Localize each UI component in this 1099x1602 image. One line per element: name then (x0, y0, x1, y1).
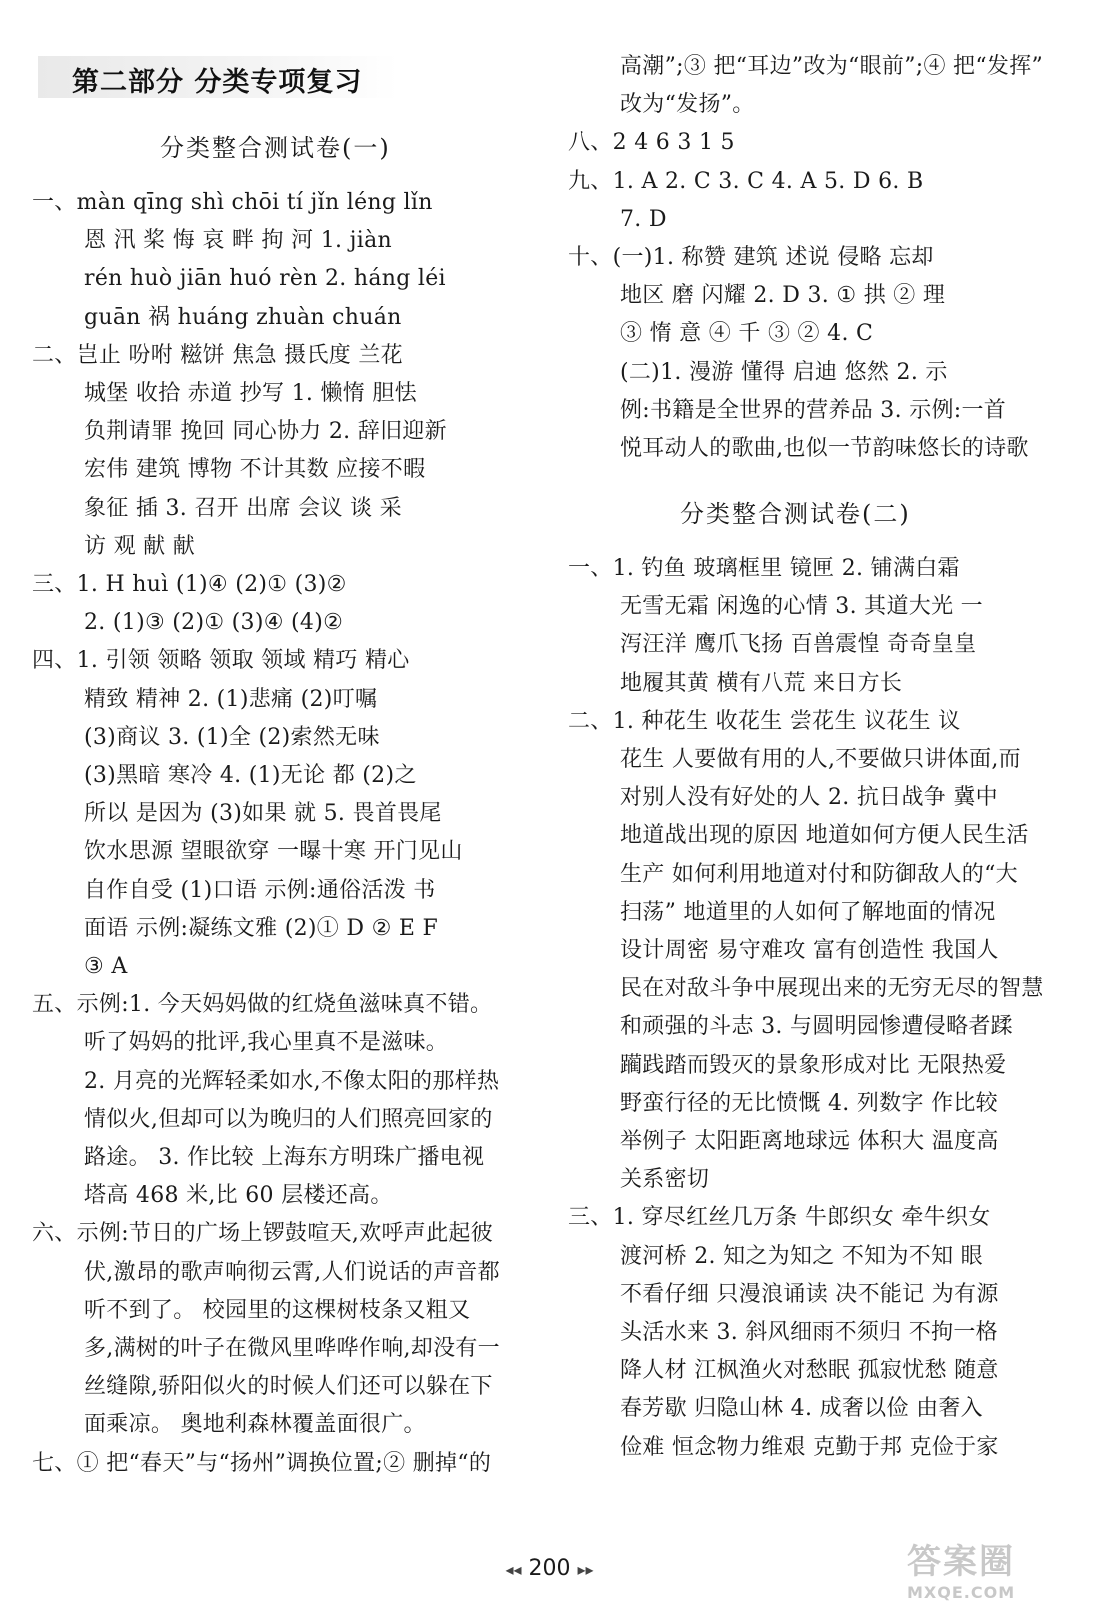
section-heading-banner (38, 56, 398, 98)
answer-line: 和顽强的斗志 3. 与圆明园惨遭侵略者蹂 (620, 1014, 1013, 1040)
answer-line: 躏践踏而毁灭的景象形成对比 无限热爱 (620, 1052, 1007, 1078)
answer-line: 恩 汛 桨 悔 哀 畔 拘 河 1. jiàn (84, 228, 392, 254)
answer-line: 十、(一)1. 称赞 建筑 述说 侵略 忘却 (568, 245, 934, 270)
answer-line: 精致 精神 2. (1)悲痛 (2)叮嘱 (84, 686, 378, 712)
test1-title: 分类整合测试卷(一) (160, 134, 391, 162)
answer-line: 四、1. 引领 领略 领取 领域 精巧 精心 (32, 648, 410, 674)
answer-line: 伏,激昂的歌声响彻云霄,人们说话的声音都 (84, 1259, 500, 1285)
answer-line: 六、示例:节日的广场上锣鼓喧天,欢呼声此起彼 (32, 1221, 494, 1247)
watermark-mark: 答案圈 (907, 1542, 1015, 1582)
answer-line: 二、1. 种花生 收花生 尝花生 议花生 议 (568, 708, 961, 734)
answer-line: 宏伟 建筑 博物 不计其数 应接不暇 (84, 457, 426, 483)
answer-line: ③ A (84, 954, 128, 979)
answer-line: 五、示例:1. 今天妈妈做的红烧鱼滋味真不错。 (32, 992, 493, 1018)
answer-line: 渡河桥 2. 知之为知之 不知为不知 眼 (620, 1243, 983, 1269)
next-arrow-icon: ▸▸ (577, 1560, 594, 1579)
answer-line: 泻汪洋 鹰爪飞扬 百兽震惶 奇奇皇皇 (620, 632, 977, 658)
answer-line: 听了妈妈的批评,我心里真不是滋味。 (84, 1030, 449, 1056)
watermark (907, 1534, 1087, 1602)
answer-line: 例:书籍是全世界的营养品 3. 示例:一首 (620, 397, 1007, 423)
answer-line: 三、1. H huì (1)④ (2)① (3)② (32, 572, 347, 597)
answer-line: guān 祸 huáng zhuàn chuán (84, 304, 402, 330)
answer-line: 负荆请罪 挽回 同心协力 2. 辞旧迎新 (84, 419, 447, 445)
answer-line: 2. 月亮的光辉轻柔如水,不像太阳的那样热 (84, 1068, 500, 1094)
answer-line: 高潮”;③ 把“耳边”改为“眼前”;④ 把“发挥” (620, 54, 1044, 79)
answer-line: 一、1. 钓鱼 玻璃框里 镜匣 2. 铺满白霜 (568, 556, 960, 581)
answer-line: 塔高 468 米,比 60 层楼还高。 (84, 1183, 393, 1209)
answer-line: 情似火,但却可以为晚归的人们照亮回家的 (84, 1106, 493, 1132)
answer-line: rén huò jiān huó rèn 2. háng léi (84, 266, 446, 292)
answer-line: 面乘凉。 奥地利森林覆盖面很广。 (84, 1412, 426, 1438)
watermark-url: MXQE.COM (907, 1583, 1016, 1602)
answer-line: 象征 插 3. 召开 出席 会议 谈 采 (84, 495, 402, 521)
answer-line: 听不到了。 校园里的这棵树枝条又粗又 (84, 1297, 471, 1323)
answer-line: 野蛮行径的无比愤慨 4. 列数字 作比较 (620, 1090, 998, 1116)
answer-line: 三、1. 穿尽红丝几万条 牛郎织女 牵牛织女 (568, 1205, 991, 1231)
answer-line: 头活水来 3. 斜风细雨不须归 不拘一格 (620, 1320, 998, 1345)
answer-line: 地履其黄 横有八荒 来日方长 (620, 670, 903, 696)
answer-line: 地区 磨 闪耀 2. D 3. ① 拱 ② 理 (620, 283, 946, 309)
answer-line: 不看仔细 只漫浪诵读 决不能记 为有源 (620, 1281, 999, 1307)
answer-line: 悦耳动人的歌曲,也似一节韵味悠长的诗歌 (620, 436, 1029, 461)
answer-line: 面语 示例:凝练文雅 (2)① D ② E F (84, 915, 439, 941)
answer-line: 地道战出现的原因 地道如何方便人民生活 (620, 823, 1029, 849)
page-number: 200 (528, 1556, 571, 1581)
section-heading: 第二部分 分类专项复习 (72, 67, 363, 98)
answer-line: 生产 如何利用地道对付和防御敌人的“大 (620, 861, 1018, 887)
test2-title: 分类整合测试卷(二) (680, 500, 911, 528)
answer-line: 降人材 江枫渔火对愁眠 孤寂忧愁 随意 (620, 1358, 999, 1384)
answer-line: 关系密切 (620, 1167, 710, 1193)
answer-line: 7. D (620, 206, 667, 232)
answer-line: 设计周密 易守难攻 富有创造性 我国人 (620, 938, 999, 963)
answer-line: 举例子 太阳距离地球远 体积大 温度高 (620, 1129, 999, 1154)
answer-line: 花生 人要做有用的人,不要做只讲体面,而 (620, 747, 1021, 772)
answer-line: 城堡 收拾 赤道 抄写 1. 懒惰 胆怯 (84, 381, 417, 406)
answer-line: 扫荡” 地道里的人如何了解地面的情况 (620, 899, 996, 925)
answer-line: 饮水思源 望眼欲穿 一曝十寒 开门见山 (84, 839, 463, 865)
answer-line: 访 观 献 献 (84, 533, 196, 559)
answer-line: 民在对敌斗争中展现出来的无穷无尽的智慧 (620, 976, 1044, 1002)
answer-line: 二、岂止 吩咐 糍饼 焦急 摄氏度 兰花 (32, 342, 403, 368)
answer-line: 一、màn qīng shì chōi tí jǐn léng lǐn (32, 190, 433, 215)
answer-line: 所以 是因为 (3)如果 就 5. 畏首畏尾 (84, 801, 442, 827)
answer-line: (3)商议 3. (1)全 (2)索然无味 (84, 724, 380, 750)
answer-line: ③ 惰 意 ④ 千 ③ ② 4. C (620, 321, 874, 347)
answer-line: 自作自受 (1)口语 示例:通俗活泼 书 (84, 877, 436, 903)
answer-line: (二)1. 漫游 懂得 启迪 悠然 2. 示 (620, 359, 948, 385)
answer-line: 俭难 恒念物力维艰 克勤于邦 克俭于家 (620, 1434, 999, 1460)
answer-line: 九、1. A 2. C 3. C 4. A 5. D 6. B (568, 168, 924, 194)
prev-arrow-icon: ◂◂ (505, 1560, 522, 1579)
answer-line: 八、2 4 6 3 1 5 (568, 130, 735, 156)
answer-line: 丝缝隙,骄阳似火的时候人们还可以躲在下 (84, 1374, 493, 1400)
answer-line: (3)黑暗 寒冷 4. (1)无论 都 (2)之 (84, 763, 417, 788)
answer-line: 七、① 把“春天”与“扬州”调换位置;② 删掉“的 (32, 1450, 492, 1476)
answer-line: 对别人没有好处的人 2. 抗日战争 冀中 (620, 785, 998, 811)
answer-line: 改为“发扬”。 (620, 92, 755, 118)
answer-line: 2. (1)③ (2)① (3)④ (4)② (84, 610, 344, 636)
answer-line: 无雪无霜 闲逸的心情 3. 其道大光 一 (620, 594, 983, 620)
answer-line: 多,满树的叶子在微风里哗哗作响,却没有一 (84, 1336, 500, 1361)
answer-line: 路途。 3. 作比较 上海东方明珠广播电视 (84, 1145, 485, 1170)
answer-line: 春芳歇 归隐山林 4. 成奢以俭 由奢入 (620, 1396, 983, 1422)
